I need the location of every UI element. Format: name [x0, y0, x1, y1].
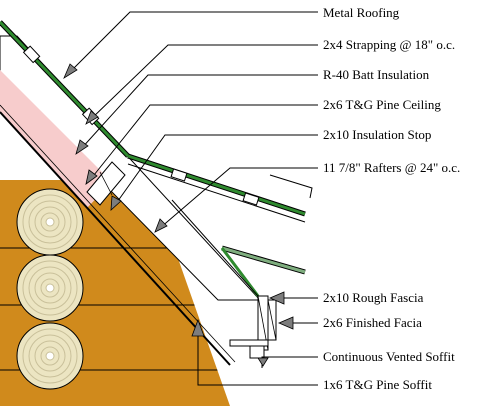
- label-insulation-stop: 2x10 Insulation Stop: [323, 127, 432, 142]
- label-metal-roofing: Metal Roofing: [323, 5, 400, 20]
- log-end-middle: [17, 255, 83, 321]
- label-rough-fascia: 2x10 Rough Fascia: [323, 290, 424, 305]
- log-end-top: [17, 189, 83, 255]
- log-end-bottom: [17, 323, 83, 389]
- leader-rough-fascia: [270, 292, 318, 304]
- leader-vented-soffit: [258, 357, 318, 368]
- label-rafters: 11 7/8" Rafters @ 24" o.c.: [323, 160, 461, 175]
- pine-soffit: [230, 340, 268, 346]
- leader-strapping: [86, 45, 318, 124]
- label-strapping: 2x4 Strapping @ 18" o.c.: [323, 37, 456, 52]
- vented-soffit: [250, 346, 264, 358]
- label-pine-ceiling: 2x6 T&G Pine Ceiling: [323, 97, 441, 112]
- label-vented-soffit: Continuous Vented Soffit: [323, 349, 455, 364]
- rafter-bracket: [270, 175, 312, 198]
- leader-finished-facia: [279, 317, 318, 329]
- label-pine-soffit: 1x6 T&G Pine Soffit: [323, 377, 432, 392]
- lower-roofing-green: [222, 248, 305, 272]
- log-wall: [0, 180, 240, 406]
- label-finished-facia: 2x6 Finished Facia: [323, 315, 422, 330]
- label-batt-insulation: R-40 Batt Insulation: [323, 67, 430, 82]
